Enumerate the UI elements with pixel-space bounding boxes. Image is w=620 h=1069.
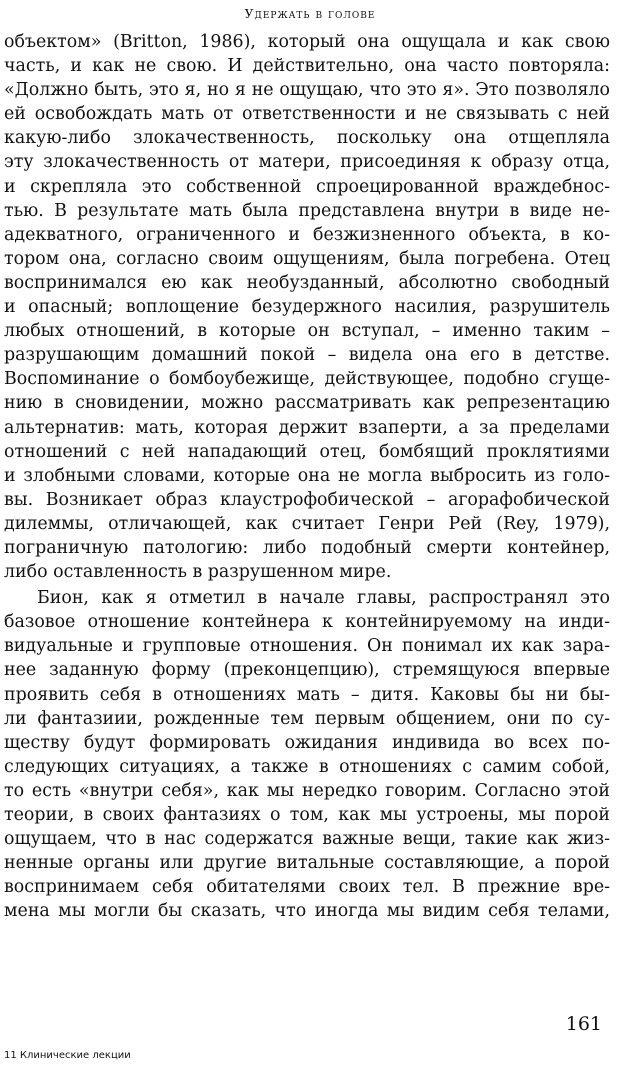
text-line: теории, в своих фантазиях о том, как мы устроены, мы порой	[4, 805, 610, 825]
text-line: и опасный; воплощение безудержного насилия, разрушитель	[4, 297, 610, 318]
text-line: какую-либо злокачественность, поскольку она отщепляла	[4, 128, 610, 149]
text-line: ей освобождать мать от ответственности и не связывать с ней	[4, 104, 610, 125]
text-line: Бион, как я отметил в начале главы, распространял это	[37, 588, 610, 609]
text-line: ненные органы или другие витальные составляющие, а порой	[4, 853, 610, 874]
text-line: воспринимался ею как необузданный, абсолютно свободный	[4, 272, 610, 293]
text-line: «Должно быть, это я, но я не ощущаю, что это я». Это позволяло	[4, 80, 610, 101]
text-line: и скрепляла это собственной спроецированной враждебнос-	[4, 176, 610, 197]
text-line: видуальные и групповые отношения. Он понимал их как зара-	[4, 636, 610, 657]
footer-note: 11 Клинические лекции	[4, 1050, 131, 1061]
text-line: следующих ситуациях, а также в отношениях с самим собой,	[4, 756, 610, 777]
text-line: пограничную патологию: либо подобный смерти контейнер,	[4, 537, 610, 558]
text-line: Воспоминание о бомбоубежище, действующее, подобно сгуще-	[4, 369, 610, 390]
text-line: часть, и как не свою. И действительно, она часто повторяла:	[4, 56, 610, 77]
text-line: ощущаем, что в нас содержатся важные вещи, такие как жиз-	[4, 829, 610, 850]
page-number: 161	[565, 1013, 602, 1035]
text-line: и злобными словами, которые она не могла выбросить из голо-	[4, 465, 610, 486]
text-line: разрушающим домашний покой – видела она его в детстве.	[4, 345, 610, 366]
text-line: вы. Возникает образ клаустрофобической – агорафобической	[4, 489, 610, 510]
running-title: Удержать в голове	[244, 6, 376, 21]
text-line: базовое отношение контейнера к контейнируемому на инди-	[4, 612, 610, 633]
text-line: эту злокачественность от матери, присоединяя к образу отца,	[4, 152, 610, 173]
text-line: адекватного, ограниченного и безжизненного объекта, в ко-	[4, 224, 610, 245]
text-line: нее заданную форму (преконцепцию), стремящуюся впервые	[4, 660, 610, 681]
text-line: мена мы могли бы сказать, что иногда мы видим себя телами,	[4, 901, 610, 922]
paragraph-2	[4, 586, 610, 923]
text-line: то есть «внутри себя», как мы нередко говорим. Согласно этой	[4, 780, 610, 801]
body-text	[4, 30, 610, 923]
text-line: ществу будут формировать ожидания индивида во всех по-	[4, 732, 610, 753]
text-line: объектом» (Britton, 1986), который она ощущала и как свою	[4, 32, 610, 52]
text-line: любых отношений, в которые он вступал, – именно таким –	[4, 321, 610, 342]
paragraph-1	[4, 30, 610, 584]
text-line: альтернатив: мать, которая держит взаперти, а за пределами	[4, 417, 610, 438]
text-line: тором она, согласно своим ощущениям, была погребена. Отец	[4, 248, 610, 269]
text-line: отношений с ней нападающий отец, бомбящий проклятиями	[4, 441, 610, 462]
text-line: нию в сновидении, можно рассматривать как репрезентацию	[4, 393, 610, 414]
text-line: тью. В результате мать была представлена внутри в виде не-	[4, 200, 610, 221]
text-line: либо оставленность в разрушенном мире.	[4, 562, 392, 583]
text-line: ли фантазиии, рожденные тем первым общением, они по су-	[4, 708, 610, 729]
text-line: проявить себя в отношениях мать – дитя. Каковы бы ни бы-	[4, 684, 610, 705]
text-line: воспринимаем себя обитателями своих тел. В прежние вре-	[4, 877, 610, 898]
text-line: дилеммы, отличающей, как считает Генри Рей (Rey, 1979),	[4, 513, 610, 534]
